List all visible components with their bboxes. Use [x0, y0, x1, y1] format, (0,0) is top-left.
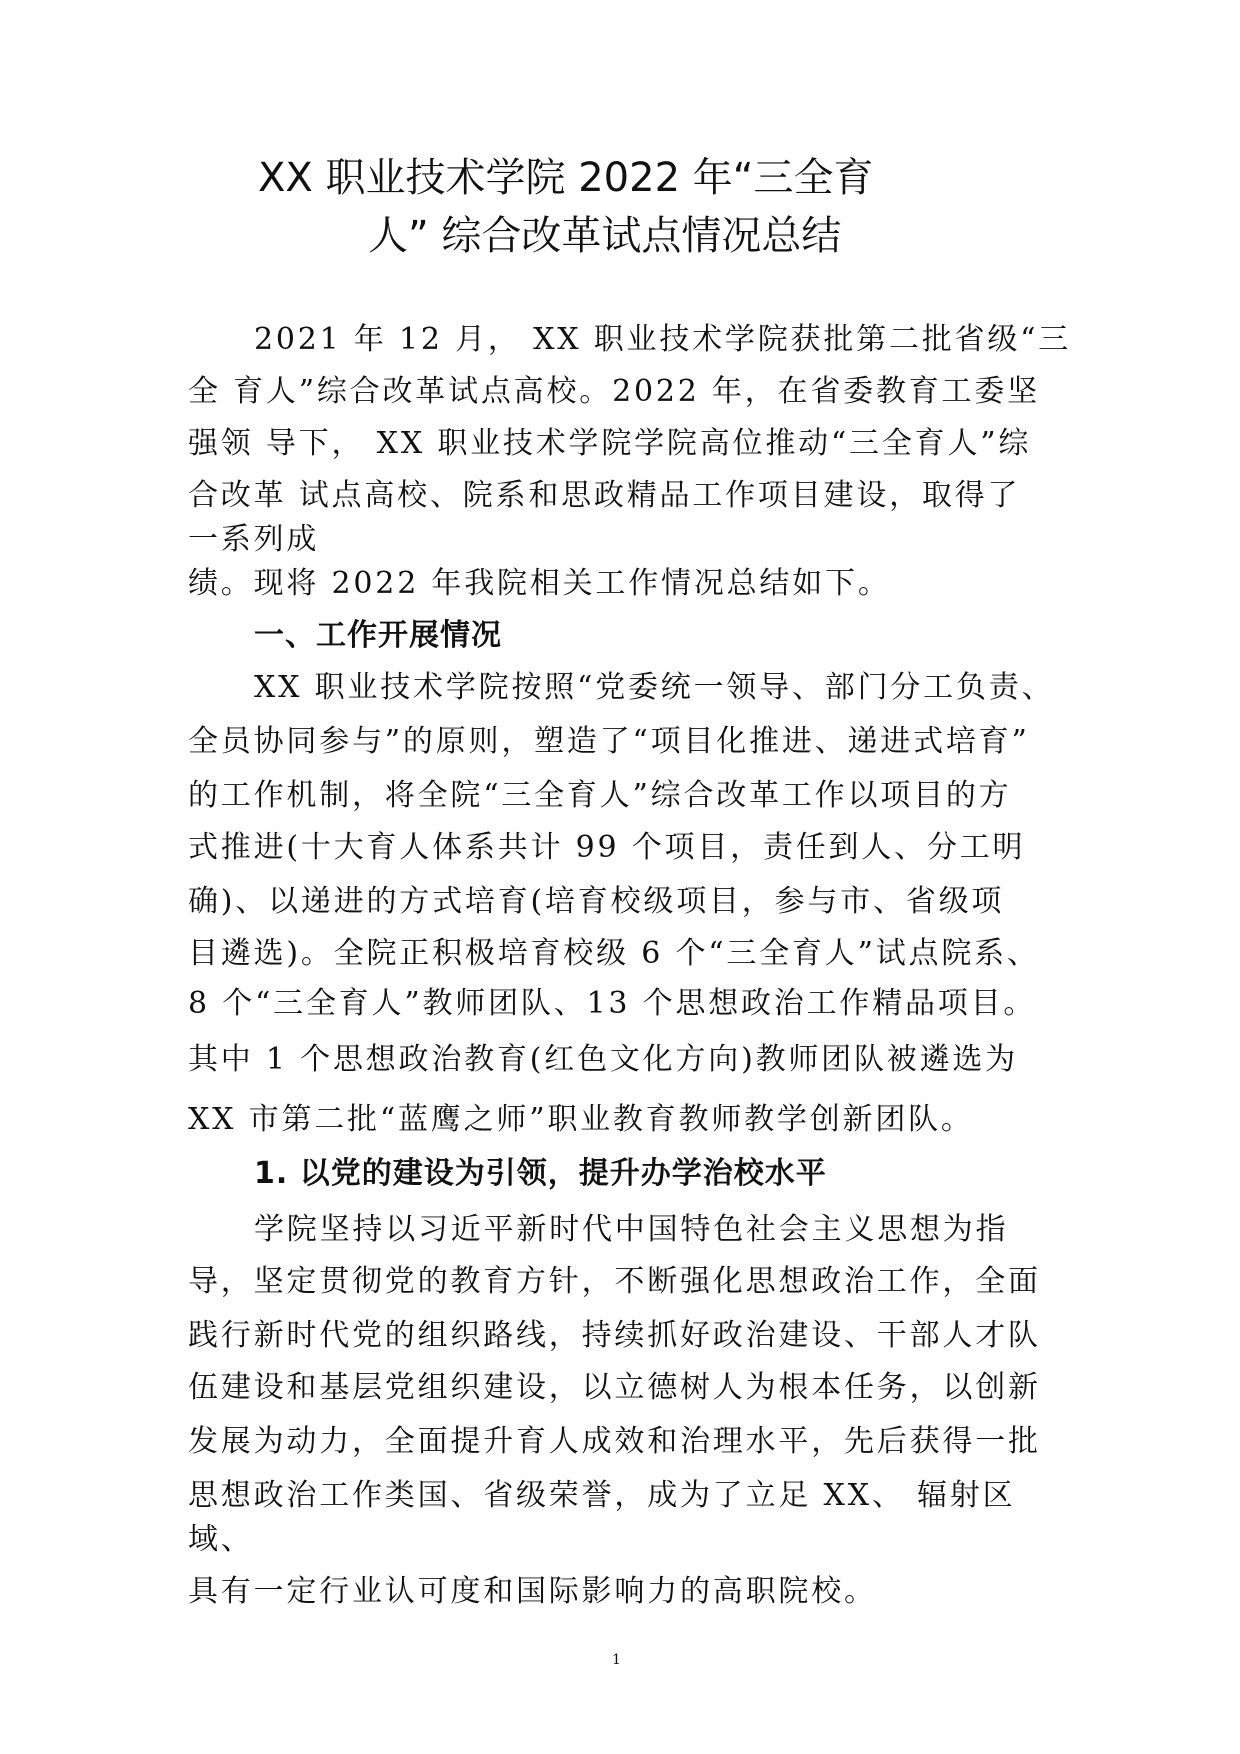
- subsection-line: 域、: [188, 1522, 254, 1557]
- intro-line: 一系列成: [188, 522, 320, 557]
- section-line: 确)、以递进的方式培育(培育校级项目，参与市、省级项: [188, 884, 1005, 919]
- section-line: XX 市第二批“蓝鹰之师”职业教育教师教学创新团队。: [188, 1102, 974, 1137]
- section-heading: 一、工作开展情况: [254, 618, 502, 653]
- section-line: 的工作机制，将全院“三全育人”综合改革工作以项目的方: [188, 778, 1012, 813]
- intro-line: 全 育人”综合改革试点高校。2022 年，在省委教育工委坚: [188, 374, 1040, 409]
- document-title-line-2: 人” 综合改革试点情况总结: [368, 213, 842, 259]
- subsection-line: 思想政治工作类国、省级荣誉，成为了立足 XX、 辐射区: [188, 1478, 1016, 1513]
- subsection-line: 践行新时代党的组织路线，持续抓好政治建设、干部人才队: [188, 1318, 1041, 1353]
- section-line: 全员协同参与”的原则，塑造了“项目化推进、递进式培育”: [188, 724, 1030, 759]
- subsection-line: 导，坚定贯彻党的教育方针，不断强化思想政治工作，全面: [188, 1264, 1041, 1299]
- intro-line: 强领 导下， XX 职业技术学院学院高位推动“三全育人”综: [188, 426, 1032, 461]
- section-line: 目遴选)。全院正积极培育校级 6 个“三全育人”试点院系、: [188, 936, 1040, 971]
- subsection-heading: 1. 以党的建设为引领，提升办学治校水平: [254, 1156, 827, 1191]
- section-line: 其中 1 个思想政治教育(红色文化方向)教师团队被遴选为: [188, 1042, 1018, 1077]
- subsection-line: 发展为动力，全面提升育人成效和治理水平，先后获得一批: [188, 1424, 1041, 1459]
- section-line: 式推进(十大育人体系共计 99 个项目，责任到人、分工明: [188, 830, 1026, 865]
- document-title-line-1: XX 职业技术学院 2022 年“三全育: [258, 155, 874, 201]
- intro-line: 合改革 试点高校、院系和思政精品工作项目建设，取得了: [188, 478, 1021, 513]
- intro-line: 绩。现将 2022 年我院相关工作情况总结如下。: [188, 566, 891, 601]
- section-line: 8 个“三全育人”教师团队、13 个思想政治工作精品项目。: [188, 986, 1037, 1021]
- intro-line: 2021 年 12 月， XX 职业技术学院获批第二批省级“三: [254, 322, 1072, 357]
- subsection-line: 学院坚持以习近平新时代中国特色社会主义思想为指: [254, 1212, 1009, 1247]
- subsection-line: 伍建设和基层党组织建设，以立德树人为根本任务，以创新: [188, 1370, 1041, 1405]
- section-line: XX 职业技术学院按照“党委统一领导、部门分工负责、: [254, 670, 1055, 705]
- page-number: 1: [612, 1652, 621, 1668]
- subsection-line: 具有一定行业认可度和国际影响力的高职院校。: [188, 1574, 877, 1609]
